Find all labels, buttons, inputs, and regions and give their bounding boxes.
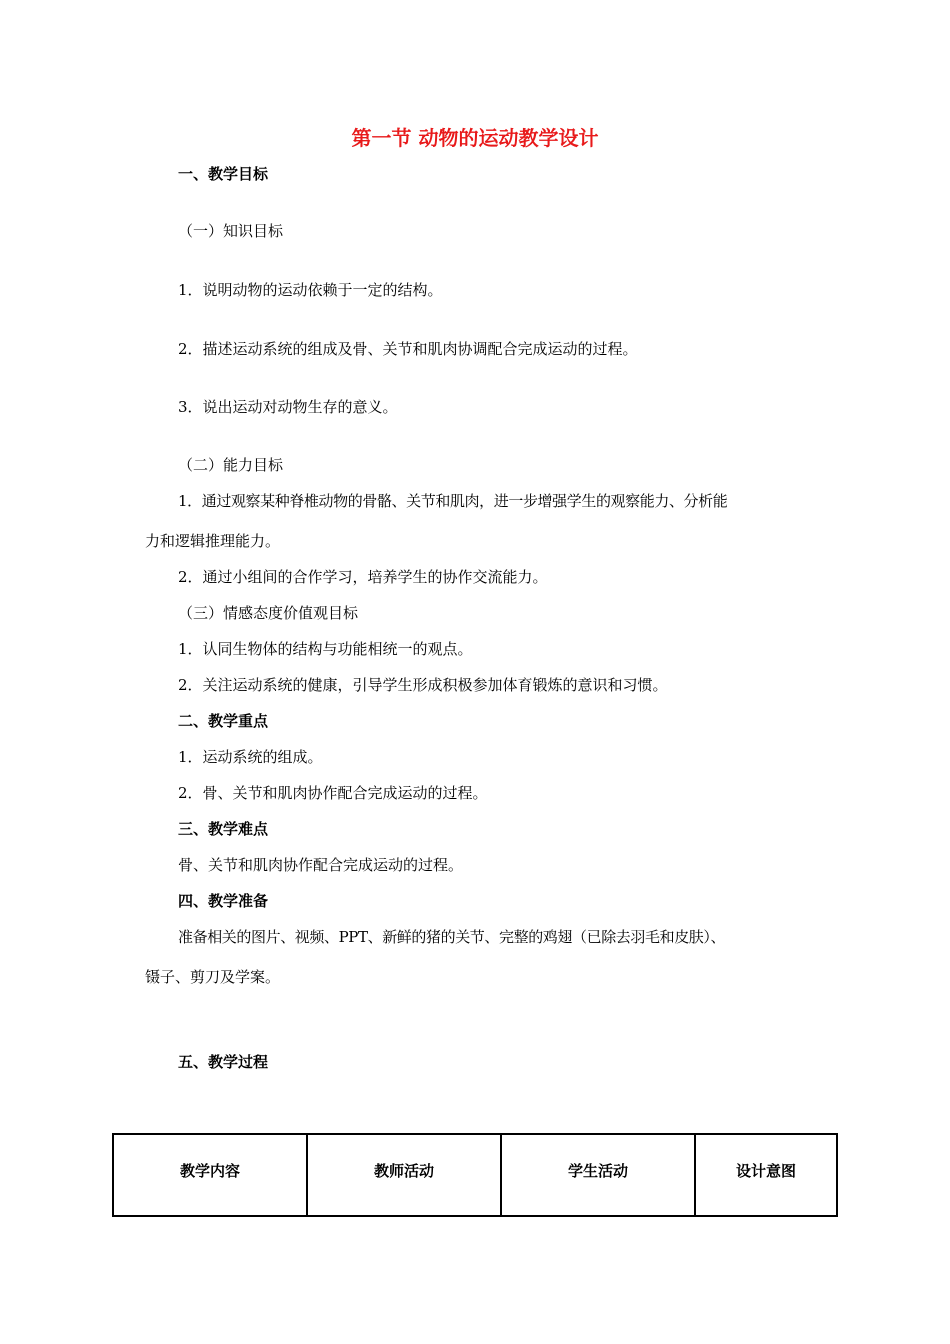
preparation-text-line-1: 准备相关的图片、视频、PPT、新鲜的猪的关节、完整的鸡翅（已除去羽毛和皮肤）、 (178, 928, 726, 946)
ability-item-2: 2．通过小组间的合作学习，培养学生的协作交流能力。 (178, 568, 548, 586)
subheading-emotion: （三）情感态度价值观目标 (178, 604, 359, 622)
knowledge-item-3: 3．说出运动对动物生存的意义。 (178, 398, 398, 416)
section-heading-difficulty: 三、教学难点 (178, 820, 269, 838)
header-teaching-content: 教学内容 (113, 1134, 307, 1216)
section-heading-key-points: 二、教学重点 (178, 712, 269, 730)
difficulty-text: 骨、关节和肌肉协作配合完成运动的过程。 (178, 856, 464, 874)
subheading-ability: （二）能力目标 (178, 456, 284, 474)
knowledge-item-1: 1．说明动物的运动依赖于一定的结构。 (178, 281, 443, 299)
section-heading-preparation: 四、教学准备 (178, 892, 269, 910)
header-design-intent: 设计意图 (695, 1134, 837, 1216)
preparation-text-line-2: 镊子、剪刀及学案。 (145, 968, 281, 986)
key-point-1: 1．运动系统的组成。 (178, 748, 323, 766)
header-teacher-activity: 教师活动 (307, 1134, 501, 1216)
emotion-item-1: 1．认同生物体的结构与功能相统一的观点。 (178, 640, 473, 658)
header-student-activity: 学生活动 (501, 1134, 695, 1216)
key-point-2: 2．骨、关节和肌肉协作配合完成运动的过程。 (178, 784, 488, 802)
page-title: 第一节 动物的运动教学设计 (351, 126, 599, 150)
ability-item-1-line-2: 力和逻辑推理能力。 (145, 532, 281, 550)
knowledge-item-2: 2．描述运动系统的组成及骨、关节和肌肉协调配合完成运动的过程。 (178, 340, 638, 358)
section-heading-goals: 一、教学目标 (178, 165, 269, 183)
ability-item-1-line-1: 1．通过观察某种脊椎动物的骨骼、关节和肌肉，进一步增强学生的观察能力、分析能 (178, 492, 728, 510)
subheading-knowledge: （一）知识目标 (178, 222, 284, 240)
emotion-item-2: 2．关注运动系统的健康，引导学生形成积极参加体育锻炼的意识和习惯。 (178, 676, 668, 694)
process-table (112, 1133, 838, 1217)
process-table-header-row (113, 1134, 837, 1216)
section-heading-process: 五、教学过程 (178, 1053, 269, 1071)
